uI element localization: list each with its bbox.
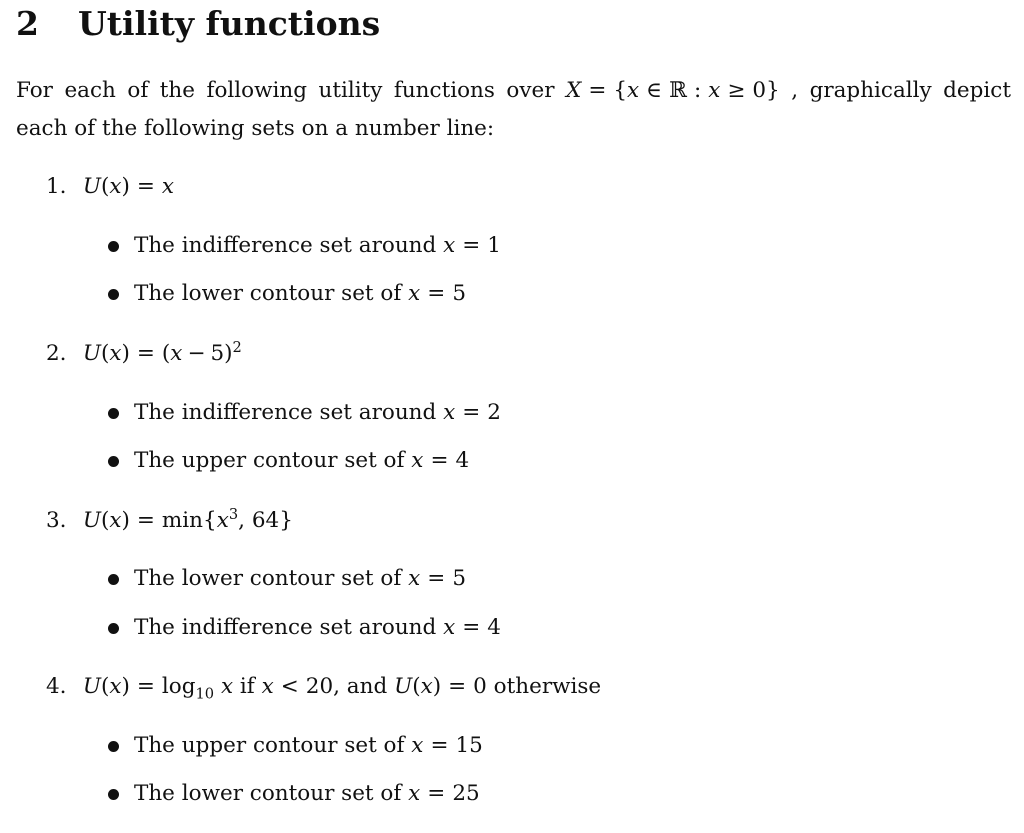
argument: x [109, 341, 122, 366]
log-base: 10 [195, 685, 215, 703]
utility-function-2 [82, 338, 242, 366]
bullet-value: 5 [452, 281, 466, 306]
bullet-4-1 [108, 732, 483, 760]
bullet-variable: x [408, 781, 421, 806]
bullet-value: 4 [455, 448, 470, 473]
minus-sign: − [187, 341, 206, 366]
rhs-variable: x [161, 174, 175, 199]
paren-close: ) [121, 508, 130, 533]
bullet-1-2 [108, 280, 466, 308]
section-number: 2 [16, 4, 39, 43]
paren-open: ( [100, 174, 110, 199]
cube-variable: x [216, 508, 229, 533]
bullet-text: The lower contour set of [134, 781, 409, 806]
paren-open: ( [100, 508, 110, 533]
list-item-4 [46, 673, 601, 701]
section-title: Utility functions [78, 4, 381, 43]
exponent: 2 [232, 338, 242, 356]
bullet-text: The indifference set around [134, 615, 444, 640]
bullet-text: The lower contour set of [134, 566, 409, 591]
intro-tail: , graphically depict [791, 78, 1011, 103]
bullet-variable: x [408, 281, 421, 306]
argument: x [109, 508, 122, 533]
paren-close: ) [121, 174, 130, 199]
bullet-variable: x [443, 400, 456, 425]
zero-value: 0 [473, 674, 487, 699]
function-symbol: U [82, 508, 101, 533]
equals-sign: = [136, 674, 155, 699]
cap-value: 64 [251, 508, 280, 533]
item-number: 4. [46, 674, 67, 699]
bullet-1-1 [108, 232, 501, 260]
bullet-dot [108, 623, 119, 634]
bullet-variable: x [443, 615, 456, 640]
equals-sign: = [136, 174, 155, 199]
argument: x [109, 174, 122, 199]
bullet-dot [108, 741, 119, 752]
utility-function-1 [83, 174, 174, 199]
bullet-variable: x [411, 733, 424, 758]
bullet-2-1 [108, 399, 501, 427]
bullet-variable: x [411, 448, 424, 473]
bullet-value: 4 [487, 615, 501, 640]
element-variable: x [627, 78, 640, 103]
equals-sign: = [462, 615, 481, 640]
equals-sign: = [430, 733, 449, 758]
argument: x [420, 674, 433, 699]
bullet-value: 2 [487, 400, 501, 425]
bullet-dot [108, 456, 119, 467]
such-that-colon: : [693, 78, 702, 103]
log-operator: log [161, 674, 196, 699]
bullet-dot [108, 241, 119, 252]
brace-close: } [279, 508, 293, 533]
bullet-value: 5 [452, 566, 466, 591]
domain-equals: = [588, 78, 607, 103]
utility-function-4 [82, 674, 602, 703]
equals-sign: = [430, 448, 449, 473]
bullet-text: The indifference set around [134, 400, 444, 425]
set-open-brace: { [613, 78, 628, 103]
function-symbol: U [82, 674, 101, 699]
function-symbol: U [82, 341, 101, 366]
list-item-2 [46, 340, 242, 368]
inner-constant: 5 [210, 341, 225, 366]
paren-open: ( [100, 341, 110, 366]
domain-definition [566, 78, 791, 103]
item-number: 2. [46, 341, 67, 366]
intro-paragraph [16, 72, 1011, 148]
min-operator: min [161, 508, 204, 533]
condition-value: 0 [752, 78, 767, 103]
bullet-text: The upper contour set of [134, 733, 412, 758]
equals-sign: = [136, 341, 155, 366]
domain-symbol: X [566, 78, 582, 103]
intro-line-1 [16, 72, 1011, 110]
equals-sign: = [427, 781, 446, 806]
equals-sign: = [462, 400, 481, 425]
paren-open: ( [161, 341, 171, 366]
paren-open: ( [100, 674, 110, 699]
less-than-sign: < [280, 674, 299, 699]
utility-function-3 [82, 505, 293, 533]
if-word: if [239, 674, 255, 699]
item-number: 3. [46, 508, 67, 533]
brace-open: { [203, 508, 217, 533]
exponent: 3 [228, 505, 239, 523]
bullet-3-1 [108, 565, 466, 593]
argument: x [109, 674, 122, 699]
threshold-value: 20 [305, 674, 334, 699]
bullet-value: 1 [487, 233, 501, 258]
bullet-2-2 [108, 447, 469, 475]
paren-close: ) [224, 341, 233, 366]
bullet-dot [108, 408, 119, 419]
bullet-variable: x [408, 566, 421, 591]
comma: , [238, 508, 245, 533]
paren-close: ) [121, 674, 130, 699]
equals-sign: = [427, 566, 446, 591]
bullet-text: The upper contour set of [134, 448, 412, 473]
bullet-text: The indifference set around [134, 233, 444, 258]
list-item-3 [46, 507, 293, 535]
paren-close: ) [121, 341, 130, 366]
geq-symbol: ≥ [727, 78, 746, 103]
intro-line-2: each of the following sets on a number line: [16, 116, 495, 141]
set-close-brace: } [766, 78, 780, 103]
inner-variable: x [170, 341, 183, 366]
condition-variable: x [708, 78, 721, 103]
bullet-dot [108, 289, 119, 300]
otherwise-word: otherwise [493, 674, 602, 699]
bullet-dot [108, 574, 119, 585]
log-variable: x [220, 674, 234, 699]
equals-sign: = [448, 674, 467, 699]
bullet-value: 15 [455, 733, 483, 758]
element-of-symbol: ∈ [646, 78, 663, 103]
bullet-variable: x [443, 233, 456, 258]
function-symbol: U [394, 674, 413, 699]
paren-open: ( [412, 674, 421, 699]
section-heading [16, 2, 380, 46]
bullet-3-2 [108, 614, 501, 642]
reals-symbol: ℝ [669, 78, 687, 103]
list-item-1 [46, 173, 174, 201]
bullet-dot [108, 789, 119, 800]
equals-sign: = [136, 508, 155, 533]
condition-variable: x [261, 674, 274, 699]
item-number: 1. [46, 174, 67, 199]
function-symbol: U [82, 174, 101, 199]
intro-text: For each of the following utility functions over [16, 78, 566, 103]
paren-close: ) [432, 674, 442, 699]
bullet-4-2 [108, 780, 480, 808]
and-text: , and [333, 674, 388, 699]
equals-sign: = [427, 281, 446, 306]
bullet-value: 25 [452, 781, 480, 806]
equals-sign: = [462, 233, 481, 258]
bullet-text: The lower contour set of [134, 281, 409, 306]
